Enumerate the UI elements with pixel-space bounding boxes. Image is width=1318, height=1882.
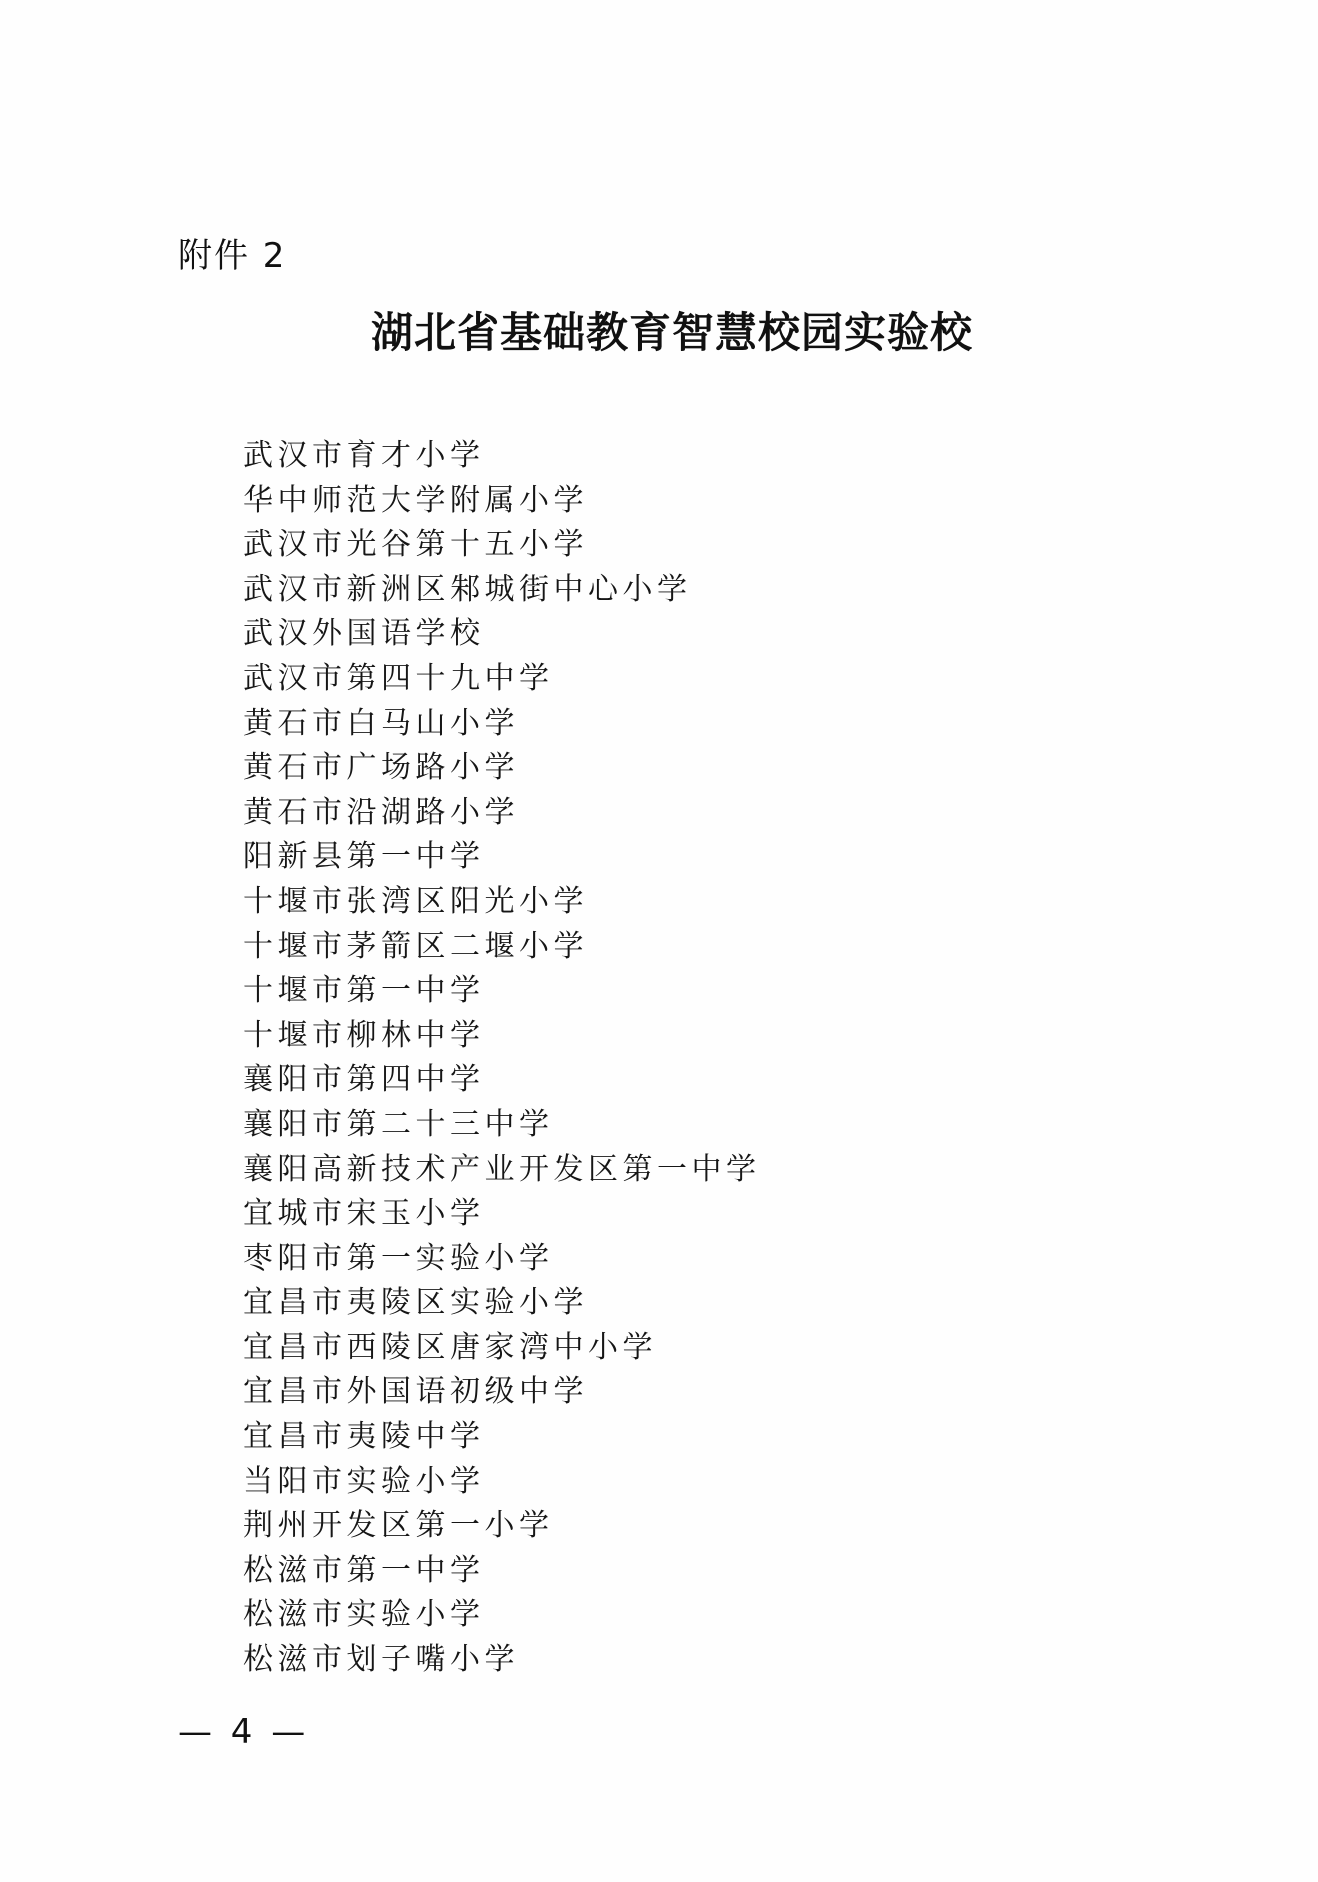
list-item: 宜昌市夷陵中学 [243, 1419, 485, 1455]
list-item: 荆州开发区第一小学 [243, 1508, 554, 1544]
list-item: 襄阳市第二十三中学 [243, 1106, 554, 1142]
list-item: 襄阳高新技术产业开发区第一中学 [243, 1151, 761, 1187]
school-list [243, 434, 761, 1683]
list-item: 十堰市张湾区阳光小学 [243, 883, 588, 919]
list-item: 宜昌市西陵区唐家湾中小学 [243, 1329, 657, 1365]
list-item: 武汉市育才小学 [243, 438, 485, 473]
attachment-label: 附件 2 [178, 236, 287, 276]
list-item: 松滋市第一中学 [243, 1552, 485, 1588]
list-item: 黄石市广场路小学 [243, 750, 519, 786]
list-item: 黄石市白马山小学 [243, 705, 519, 741]
document-title: 湖北省基础教育智慧校园实验校 [370, 308, 973, 357]
list-item: 十堰市第一中学 [243, 973, 485, 1009]
list-item: 黄石市沿湖路小学 [243, 794, 519, 830]
list-item: 襄阳市第四中学 [243, 1062, 485, 1098]
list-item: 松滋市实验小学 [243, 1597, 485, 1633]
list-item: 武汉外国语学校 [243, 616, 485, 652]
list-item: 当阳市实验小学 [243, 1463, 485, 1499]
page-number: — 4 — [178, 1712, 310, 1752]
list-item: 武汉市新洲区邾城街中心小学 [243, 571, 692, 607]
list-item: 阳新县第一中学 [243, 839, 485, 875]
list-item: 武汉市光谷第十五小学 [243, 527, 588, 563]
list-item: 十堰市柳林中学 [243, 1017, 485, 1053]
list-item: 武汉市第四十九中学 [243, 660, 554, 696]
list-item: 华中师范大学附属小学 [243, 482, 588, 518]
list-item: 枣阳市第一实验小学 [243, 1240, 554, 1276]
list-item: 宜城市宋玉小学 [243, 1196, 485, 1232]
list-item: 十堰市茅箭区二堰小学 [243, 928, 588, 964]
list-item: 宜昌市夷陵区实验小学 [243, 1285, 588, 1321]
list-item: 宜昌市外国语初级中学 [243, 1374, 588, 1410]
list-item: 松滋市划子嘴小学 [243, 1642, 519, 1678]
